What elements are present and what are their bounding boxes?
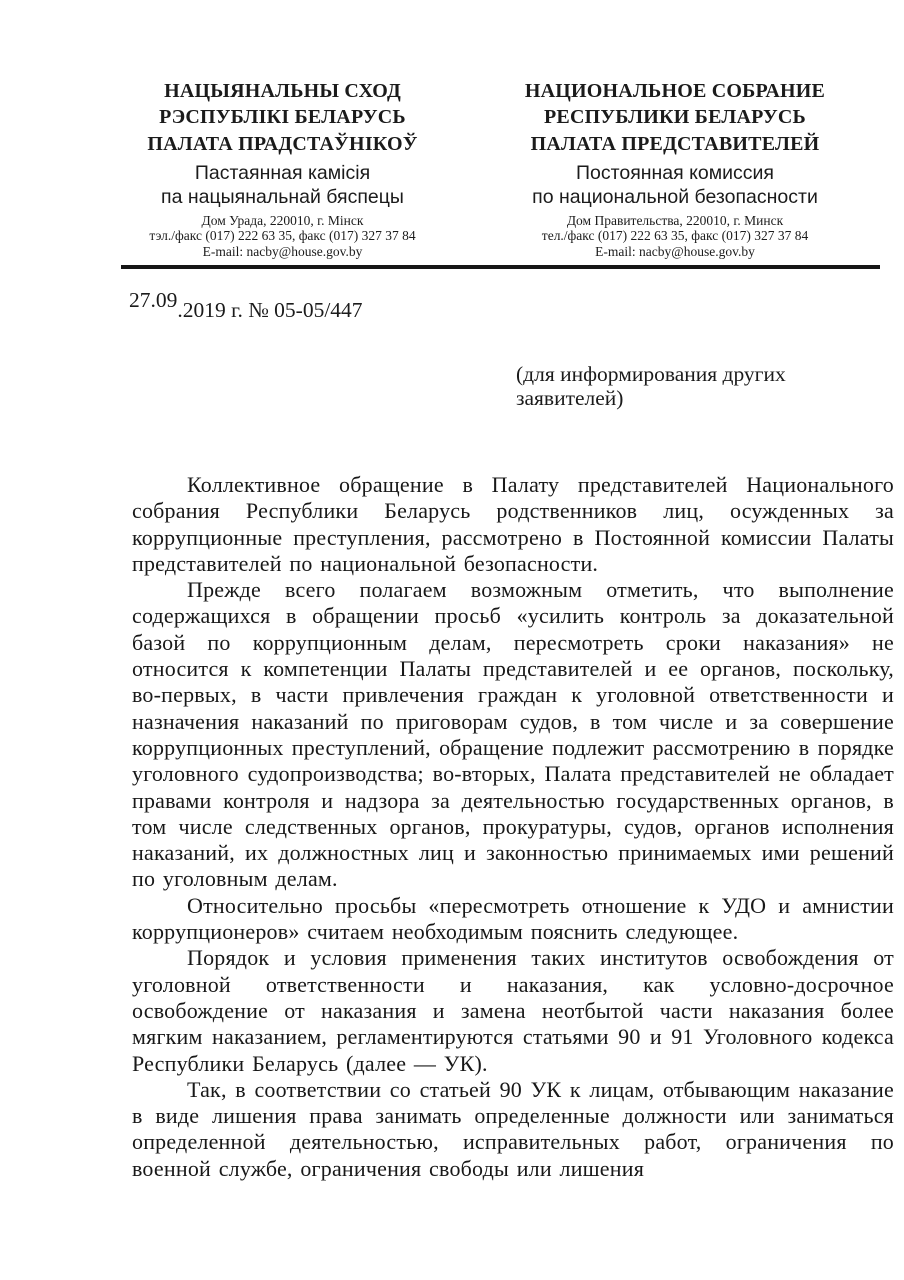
contact-block-by	[117, 213, 448, 260]
org-name-by	[117, 78, 448, 130]
body-paragraph: Коллективное обращение в Палату представителей Национального собрания Республики Беларусь родственников лиц, осужденных за коррупционные преступления, рассмотрено в Постоянной комиссии Палаты представителей по национальной безопасности.	[132, 472, 894, 576]
letterhead-rule	[121, 265, 880, 269]
reference-line	[129, 288, 363, 323]
address-line: Дом Правительства, 220010, г. Минск	[566, 212, 784, 228]
address-line: Дом Урада, 220010, г. Мінск	[201, 212, 364, 228]
org-name-line: НАЦИОНАЛЬНОЕ СОБРАНИЕ	[524, 80, 826, 102]
body-paragraph: Порядок и условия применения таких институтов освобождения от уголовной ответственности и наказания, как условно-досрочное освобождение от наказания и замена неотбытой части наказания более мягким наказанием, регламентируются статьями 90 и 91 Уголовного кодекса Республики Беларусь (далее — УК).	[132, 945, 894, 1076]
phone-line: тэл./факс (017) 222 63 35, факс (017) 327 37 84	[149, 228, 416, 243]
email-line: E-mail: nacby@house.gov.by	[202, 243, 363, 259]
org-name-line: РЕСПУБЛИКИ БЕЛАРУСЬ	[544, 106, 806, 128]
date-day-month: 27.09	[129, 288, 178, 312]
chamber-name-ru: ПАЛАТА ПРЕДСТАВИТЕЛЕЙ	[530, 133, 820, 155]
body-paragraph: Прежде всего полагаем возможным отметить, что выполнение содержащихся в обращении просьб «усилить контроль за доказательной базой по коррупционным делам, пересмотреть сроки наказания» не относится к компетенции Палаты представителей и ее органов, поскольку, во-первых, в части привлечения граждан к уголовной ответственности и назначения наказаний по приговорам судов, в том числе и за совершение коррупционных преступлений, обращение подлежит рассмотрению в порядке уголовного судопроизводства; во-вторых, Палата представителей не обладает правами контроля и надзора за деятельностью государственных органов, в том числе следственных органов, прокуратуры, судов, органов исполнения наказаний, их должностных лиц и законностью принимаемых ими решений по уголовным делам.	[132, 577, 894, 892]
commission-name-line: по национальной безопасности	[532, 186, 818, 208]
letterhead-right	[510, 78, 840, 259]
body-paragraph: Относительно просьбы «пересмотреть отношение к УДО и амнистии коррупционеров» считаем необходимым пояснить следующее.	[132, 892, 894, 945]
commission-name-by	[117, 161, 448, 209]
addressee-note: (для информирования других заявителей)	[516, 362, 786, 410]
document-body	[132, 472, 894, 1182]
phone-line: тел./факс (017) 222 63 35, факс (017) 327 37 84	[541, 228, 809, 243]
org-name-line: НАЦЫЯНАЛЬНЫ СХОД	[164, 80, 401, 102]
date-number: .2019 г. № 05-05/447	[177, 298, 363, 322]
org-name-ru	[510, 78, 840, 130]
contact-block-ru	[510, 213, 840, 260]
commission-name-line: Пастаянная камісія	[194, 162, 371, 184]
commission-name-line: па нацыянальнай бяспецы	[161, 186, 404, 208]
letterhead-left	[117, 78, 448, 259]
body-paragraph: Так, в соответствии со статьей 90 УК к лицам, отбывающим наказание в виде лишения права занимать определенные должности или заниматься определенной деятельностью, исправительных работ, ограничения по военной службе, ограничения свободы или лишения	[132, 1076, 894, 1181]
chamber-name-by: ПАЛАТА ПРАДСТАЎНІКОЎ	[147, 133, 418, 155]
org-name-line: РЭСПУБЛІКІ БЕЛАРУСЬ	[159, 106, 406, 128]
email-line: E-mail: nacby@house.gov.by	[595, 243, 755, 259]
commission-name-line: Постоянная комиссия	[576, 162, 774, 184]
commission-name-ru	[510, 161, 840, 209]
